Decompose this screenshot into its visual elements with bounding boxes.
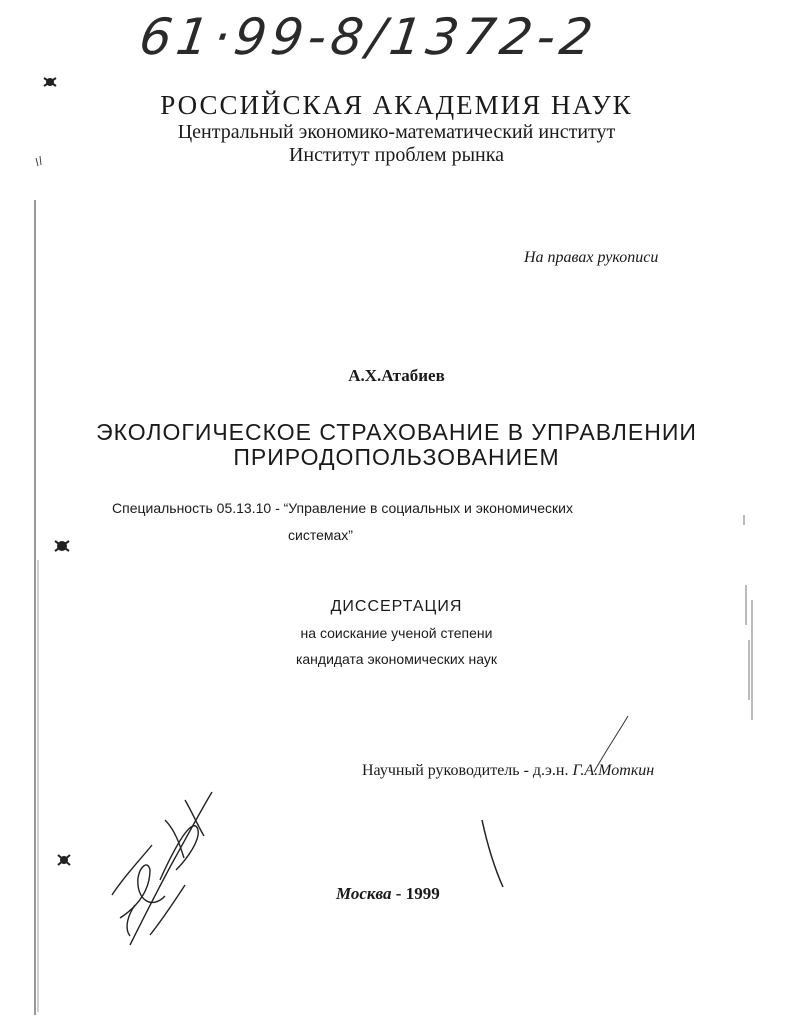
year: 1999 <box>405 884 440 903</box>
institute-name: Центральный экономико-математический институт <box>177 121 616 143</box>
binding-mark <box>44 78 56 86</box>
scan-noise <box>744 515 752 720</box>
manuscript-note: На правах рукописи <box>524 249 659 266</box>
title-line: ПРИРОДОПОЛЬЗОВАНИЕМ <box>233 444 560 470</box>
dissertation-title <box>0 420 793 470</box>
handwritten-signature <box>112 792 212 945</box>
institute-name-secondary: Институт проблем рынка <box>288 144 504 166</box>
place-and-year <box>336 884 440 904</box>
advisor-prefix: Научный руководитель - д.э.н. <box>362 762 573 779</box>
binding-mark <box>55 541 69 551</box>
scientific-advisor <box>362 762 654 780</box>
city: Москва <box>336 884 392 903</box>
separator: - <box>391 884 406 903</box>
title-line: ЭКОЛОГИЧЕСКОЕ СТРАХОВАНИЕ В УПРАВЛЕНИИ <box>96 419 697 445</box>
dissertation-label: ДИССЕРТАЦИЯ <box>330 598 463 615</box>
binding-mark <box>58 855 70 865</box>
archive-code-handwritten: 61·99-8/1372-2 <box>135 8 602 66</box>
pen-stroke <box>482 820 503 887</box>
degree-line: на соискание ученой степени <box>300 625 493 641</box>
specialty-line: Специальность 05.13.10 - “Управление в социальных и экономических <box>112 500 573 516</box>
academy-heading: РОССИЙСКАЯ АКАДЕМИЯ НАУК <box>160 90 633 120</box>
author-name: А.Х.Атабиев <box>348 366 445 385</box>
specialty-line: системах” <box>288 527 353 543</box>
degree-line: кандидата экономических наук <box>295 651 498 667</box>
advisor-name: Г.А.Моткин <box>572 762 655 779</box>
